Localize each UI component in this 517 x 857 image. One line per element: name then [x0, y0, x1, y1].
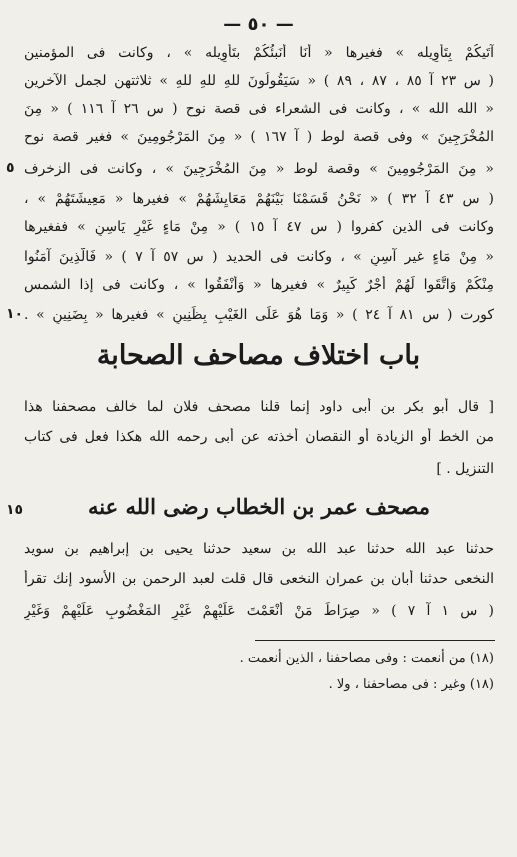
footnote: (١٨) وغير : فى مصاحفنا ، ولا . — [328, 677, 494, 692]
text-line: آتَيكُمْ بِتَأوِيله » فغيرها « أنَا أنَبئُكُمْ بتَأْوِيله » ، وكانت فى المؤمنين — [24, 45, 494, 61]
line-number: ١٥ — [6, 502, 24, 518]
footnote-divider — [255, 640, 495, 641]
quote-line: [ قال أبو بكر بن أبى داود إنما قلنا مصحف فلان لما خالف مصحفنا هذا — [24, 399, 494, 415]
text-line: ( س ٤٣ آ ٣٢ ) « نَحْنُ قَسَمْنَا بَيْنَهُمْ مَعَايِشَهُمْ » فغيرها « مَعِيشَتَهُمْ » ، — [24, 191, 494, 207]
section-subheading: مصحف عمر بن الخطاب رضى الله عنه — [88, 494, 430, 519]
text-line: « مِنْ مَاءٍ غير آسِنٍ » ، وكانت فى الحديد ( س ٥٧ آ ٧ ) « فَالَّذِينَ آمَنُوا — [24, 249, 494, 265]
text-line: « مِنَ المَرْجُومِينَ » وقصة لوط « مِنَ المُخْرَجِينَ » ، وكانت فى الزخرف — [24, 161, 494, 177]
page-number: — ٥٠ — — [223, 14, 294, 35]
text-line: ( س ٢٣ آ ٨٥ ، ٨٧ ، ٨٩ ) « سَيَقُولُونَ للهِ للهِ للهِ » ثلاثتهن لجمل الآخرين — [24, 73, 494, 89]
quote-line: من الخط أو الزيادة أو النقصان أخذته عن أبى رحمه الله هكذا فعل فى كتاب — [24, 429, 494, 445]
text-line: مِنْكُمْ وَاتَّقَوا لَهُمْ أجْرٌ كَبِيرٌ » فغيرها « وَأنْفَقُوا » ، وكانت فى إذا الشمس — [24, 277, 494, 293]
text-line: كورت ( س ٨١ آ ٢٤ ) « وَمَا هُوَ عَلَى الغَيْبِ بِظَنِينٍ » فغيرها « بِضَنِينٍ » . — [24, 307, 494, 323]
text-line: النخعى حدثنا أبان بن عمران النخعى قال قلت لعبد الرحمن بن الأسود إنك تقرأ — [24, 571, 494, 587]
text-line: « الله الله » ، وكانت فى الشعراء فى قصة نوح ( س ٢٦ آ ١١٦ ) « مِنَ — [24, 101, 494, 117]
text-line: ( س ١ آ ٧ ) « صِرَاطَ مَنْ أنْعَمْتَ عَلَيْهِمْ غَيْرِ المَغْضُوبِ عَلَيْهِمْ وَغَيْرِ — [24, 603, 494, 619]
quote-line: التنزيل . ] — [436, 461, 494, 477]
text-line: حدثنا عبد الله حدثنا عبد الله بن سعيد حدثنا يحيى بن إبراهيم بن سويد — [24, 541, 494, 557]
text-line: المُخْرَجِينَ » وفى قصة لوط ( آ ١٦٧ ) « مِنَ المَرْجُومِينَ » فغير قصة نوح — [24, 129, 494, 145]
text-line: وكانت فى الذين كفروا ( س ٤٧ آ ١٥ ) « مِنْ مَاءٍ غَيْرِ يَاسِنٍ » ففغيرها — [24, 219, 494, 235]
footnote: (١٨) من أنعمت : وفى مصاحفنا ، الذين أنعمت . — [239, 651, 494, 666]
line-number: ١٠ — [6, 306, 24, 322]
chapter-heading: باب اختلاف مصاحف الصحابة — [96, 340, 421, 371]
line-number: ٥ — [6, 160, 15, 176]
